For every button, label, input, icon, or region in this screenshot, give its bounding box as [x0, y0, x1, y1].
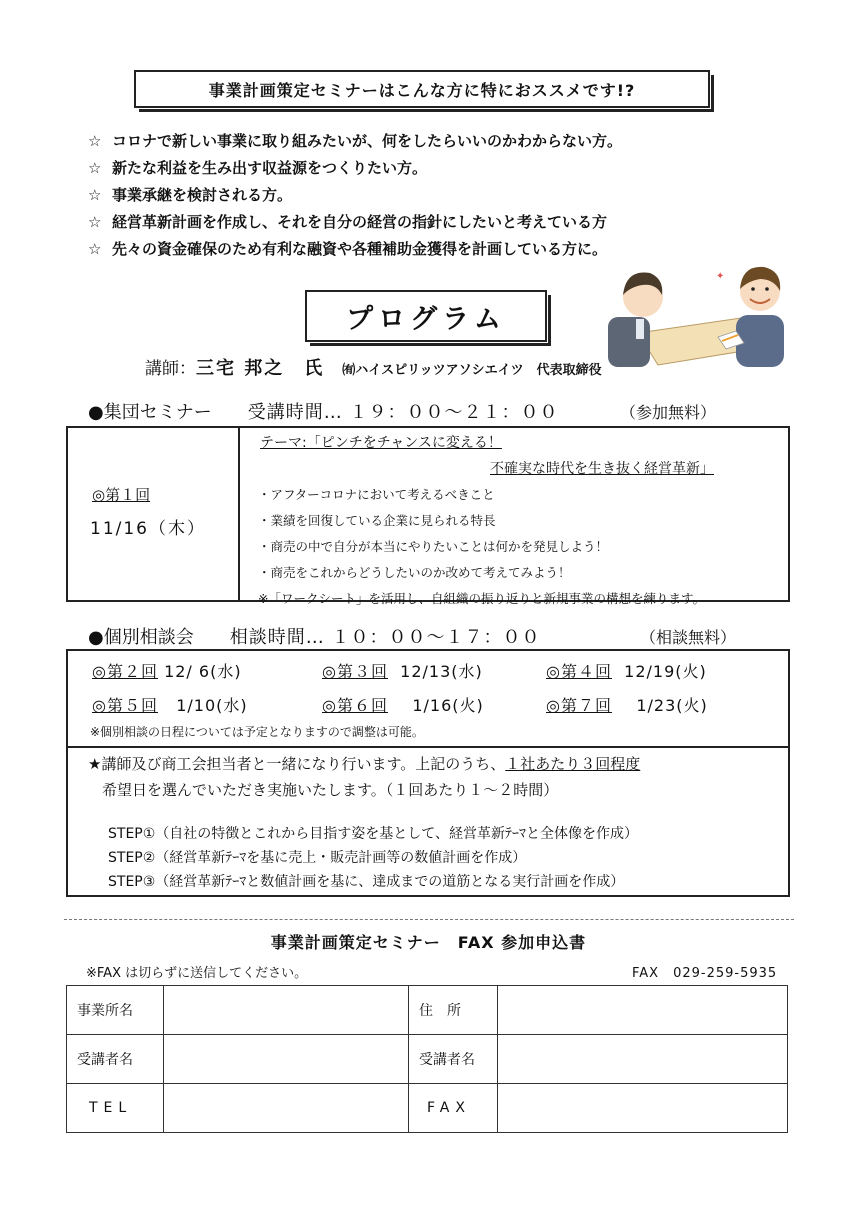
office-name-field[interactable]: [164, 986, 409, 1035]
list-item: ☆ 経営革新計画を作成し、それを自分の経営の指針にしたいと考えている方: [88, 209, 748, 236]
star-icon: ☆: [88, 159, 102, 177]
consultation-box: [66, 649, 790, 897]
tel-field[interactable]: [164, 1084, 409, 1133]
lecturer-label: 講師：: [145, 359, 196, 379]
attendee-name-field-1[interactable]: [164, 1035, 409, 1084]
list-item: ※「ワークシート」を活用し、自組織の振り返りと新規事業の構想を練ります。: [258, 591, 705, 606]
lecturer-name: 三宅 邦之 氏: [196, 358, 325, 379]
process-description: ★講師及び商工会担当者と一緒になり行います。上記のうち、１社あたり３回程度: [88, 755, 641, 773]
cut-line: [64, 919, 794, 920]
svg-text:✦: ✦: [716, 271, 725, 282]
group-seminar-heading: [88, 398, 788, 424]
lecturer-company: ㈲ハイスピリッツアソシエイツ 代表取締役: [342, 363, 602, 378]
address-field[interactable]: [498, 986, 788, 1035]
consultation-time: 相談時間… １０：００～１７：００: [229, 627, 541, 648]
round-1-label: ◎第１回: [92, 486, 151, 504]
session-7: ◎第７回 1/23(火): [546, 696, 708, 715]
process-description-2: 希望日を選んでいただき実施いたします。（１回あたり１～２時間）: [102, 781, 559, 799]
attendee-name-label-1: 受講者名: [67, 1035, 164, 1084]
star-icon: ☆: [88, 186, 102, 204]
office-name-label: 事業所名: [67, 986, 164, 1035]
consultation-title: ●個別相談会: [88, 627, 194, 648]
list-item: ・業績を回復している企業に見られる特長: [258, 513, 496, 528]
list-item: ☆ 事業承継を検討される方。: [88, 182, 748, 209]
application-form: [66, 985, 788, 1133]
list-item: ☆ 先々の資金確保のため有利な融資や各種補助金獲得を計画している方に。: [88, 236, 748, 263]
lecturer-line: [145, 354, 602, 380]
seminar-topics: [258, 482, 705, 612]
session-4: ◎第４回 12/19(火): [546, 662, 707, 681]
headline-banner: 事業計画策定セミナーはこんな方に特におススメです!?: [134, 70, 710, 108]
fax-label: FAX: [409, 1084, 498, 1133]
session-5: ◎第５回 1/10(水): [92, 696, 248, 715]
session-6: ◎第６回 1/16(火): [322, 696, 484, 715]
sessions-per-company: １社あたり３回程度: [505, 755, 641, 773]
theme-line-1: テーマ:「ピンチをチャンスに変える！: [260, 435, 502, 451]
session-3: ◎第３回 12/13(水): [322, 662, 483, 681]
list-item: ☆ 新たな利益を生み出す収益源をつくりたい方。: [88, 155, 748, 182]
attendee-name-field-2[interactable]: [498, 1035, 788, 1084]
group-seminar-title: ●集団セミナー: [88, 402, 212, 423]
round-1-date: 11/16（木）: [90, 519, 206, 539]
group-seminar-fee: （参加無料）: [620, 403, 717, 422]
step-3: STEP③（経営革新ﾃｰﾏと数値計画を基に、達成までの道筋となる実行計画を作成）: [108, 874, 625, 890]
star-icon: ☆: [88, 213, 102, 231]
fax-number: FAX 029-259-5935: [632, 966, 778, 981]
list-item: ・アフターコロナにおいて考えるべきこと: [258, 487, 495, 502]
step-1: STEP①（自社の特徴とこれから目指す姿を基として、経営革新ﾃｰﾏと全体像を作成）: [108, 826, 638, 842]
group-seminar-table: [66, 426, 790, 606]
section-divider: [68, 746, 788, 748]
program-title: プログラム: [305, 290, 547, 342]
attendee-name-label-2: 受講者名: [409, 1035, 498, 1084]
address-label: 住 所: [409, 986, 498, 1035]
list-item: ・商売の中で自分が本当にやりたいことは何かを発見しよう！: [258, 539, 609, 554]
consultation-note: ※個別相談の日程については予定となりますので調整は可能。: [90, 725, 424, 739]
meeting-illustration: [598, 255, 793, 380]
list-item: ☆ コロナで新しい事業に取り組みたいが、何をしたらいいのかわからない方。: [88, 128, 748, 155]
list-item: ・商売をこれからどうしたいのか改めて考えてみよう！: [258, 565, 571, 580]
consultation-heading: [88, 623, 788, 649]
step-2: STEP②（経営革新ﾃｰﾏを基に売上・販売計画等の数値計画を作成）: [108, 850, 527, 866]
target-audience-list: [88, 128, 748, 263]
consultation-fee: （相談無料）: [640, 628, 737, 647]
session-2: ◎第２回 12/ 6(水): [92, 662, 242, 681]
fax-form-title: 事業計画策定セミナー FAX 参加申込書: [270, 933, 587, 952]
tel-label: TEL: [67, 1084, 164, 1133]
star-icon: ☆: [88, 132, 102, 150]
table-divider: [238, 428, 240, 600]
star-icon: ☆: [88, 240, 102, 258]
fax-field[interactable]: [498, 1084, 788, 1133]
group-seminar-time: 受講時間… １９：００～２１：００: [247, 402, 559, 423]
theme-line-2: 不確実な時代を生き抜く経営革新」: [490, 461, 714, 477]
fax-note: ※FAX は切らずに送信してください。: [86, 966, 308, 981]
